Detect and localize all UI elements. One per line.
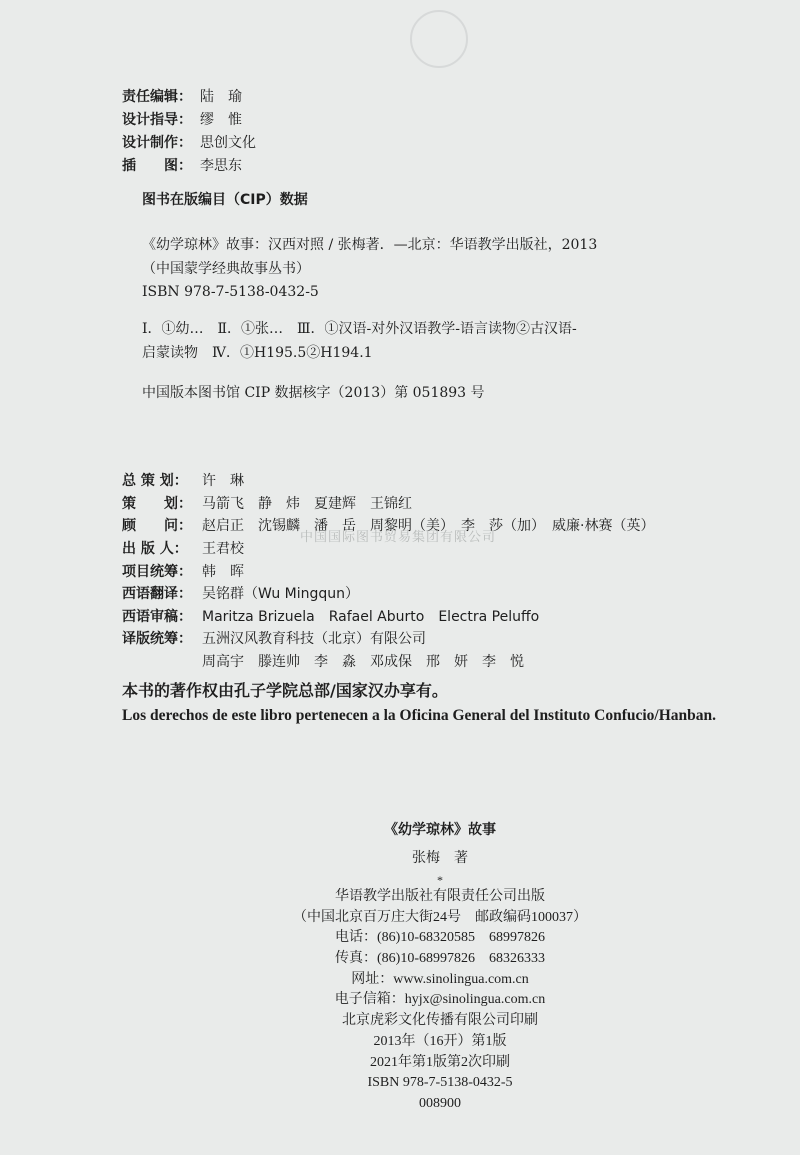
credit-row <box>122 107 256 130</box>
cip-line: （中国蒙学经典故事丛书） <box>142 261 310 277</box>
credit-row <box>122 130 256 153</box>
cip-line: 启蒙读物 Ⅳ．①H195.5②H194.1 <box>142 345 373 361</box>
credit-row <box>122 153 256 176</box>
credits-top <box>122 84 256 176</box>
colophon <box>250 815 630 1115</box>
credit-value: 思创文化 <box>200 134 256 151</box>
publisher-fax: 传真：(86)10-68997826 68326333 <box>335 951 545 967</box>
credit-label: 设计制作： <box>122 134 192 151</box>
staff-row <box>122 469 654 492</box>
publisher-phone: 电话：(86)10-68320585 68997826 <box>335 930 545 946</box>
staff-label: 译版统筹： <box>122 631 192 648</box>
staff-row <box>122 605 654 628</box>
cip-line: Ⅰ．①幼… Ⅱ．①张… Ⅲ．①汉语-对外汉语教学-语言读物②古汉语- <box>142 321 577 337</box>
staff-list <box>122 469 654 672</box>
cip-data-number: 中国版本图书馆 CIP 数据核字（2013）第 051893 号 <box>142 385 485 401</box>
book-code: 008900 <box>419 1095 461 1111</box>
staff-value: 许 琳 <box>202 473 244 490</box>
credit-value: 缪 惟 <box>200 111 242 128</box>
printing: 2021年第1版第2次印刷 <box>370 1054 510 1070</box>
staff-label: 出 版 人： <box>122 541 188 558</box>
staff-label: 顾 问： <box>122 518 192 535</box>
printer: 北京虎彩文化传播有限公司印刷 <box>342 1013 538 1029</box>
staff-label: 西语翻译： <box>122 586 192 603</box>
copyright-spanish: Los derechos de este libro pertenecen a la Oficina General del Instituto Confucio/Hanban. <box>122 707 717 724</box>
isbn: ISBN 978-7-5138-0432-5 <box>367 1075 513 1091</box>
publisher-address: （中国北京百万庄大街24号 邮政编码100037） <box>293 909 587 925</box>
credit-label: 插 图： <box>122 157 192 174</box>
seal-icon <box>410 10 468 68</box>
staff-row <box>122 492 654 515</box>
edition: 2013年（16开）第1版 <box>373 1033 507 1049</box>
credit-label: 设计指导： <box>122 111 192 128</box>
staff-label: 策 划： <box>122 495 192 512</box>
credit-row <box>122 84 256 107</box>
staff-label: 西语审稿： <box>122 608 192 625</box>
credit-label: 责任编辑： <box>122 88 192 105</box>
publisher: 华语教学出版社有限责任公司出版 <box>335 889 545 904</box>
credit-value: 陆 瑜 <box>200 88 242 105</box>
staff-row <box>122 582 654 605</box>
staff-label: 项目统筹： <box>122 563 192 580</box>
staff-row <box>122 627 654 650</box>
cip-line: 《幼学琼林》故事：汉西对照 / 张梅著．—北京：华语教学出版社，2013 <box>142 237 598 253</box>
book-author: 张梅 著 <box>412 851 468 866</box>
staff-value: Maritza Brizuela Rafael Aburto Electra Peluffo <box>202 608 540 625</box>
staff-row <box>122 559 654 582</box>
publisher-website: 网址：www.sinolingua.com.cn <box>351 971 529 987</box>
staff-value: 周高宇 滕连帅 李 淼 邓成保 邢 妍 李 悦 <box>202 654 524 671</box>
publisher-email: 电子信箱：hyjx@sinolingua.com.cn <box>334 992 546 1008</box>
staff-value: 马箭飞 静 炜 夏建辉 王锦红 <box>202 495 412 512</box>
staff-row <box>122 650 654 673</box>
staff-label: 总 策 划： <box>122 473 188 490</box>
book-title: 《幼学琼林》故事 <box>384 822 496 838</box>
staff-value: 五洲汉风教育科技（北京）有限公司 <box>202 631 426 648</box>
staff-value: 韩 晖 <box>202 563 244 580</box>
cip-line: ISBN 978-7-5138-0432-5 <box>142 284 319 300</box>
publisher-watermark: 中国国际图书贸易集团有限公司 <box>300 530 497 545</box>
credit-value: 李思东 <box>200 157 242 174</box>
staff-value: 王君校 <box>202 541 244 558</box>
cip-title: 图书在版编目（CIP）数据 <box>142 192 308 208</box>
separator-star: * <box>437 873 443 887</box>
staff-value: 赵启正 沈锡麟 潘 岳 周黎明（美） 李 莎（加） 威廉·林赛（英） <box>202 518 655 535</box>
copyright-chinese: 本书的著作权由孔子学院总部/国家汉办享有。 <box>122 681 448 700</box>
staff-value: 吴铭群（Wu Mingqun） <box>202 586 360 603</box>
